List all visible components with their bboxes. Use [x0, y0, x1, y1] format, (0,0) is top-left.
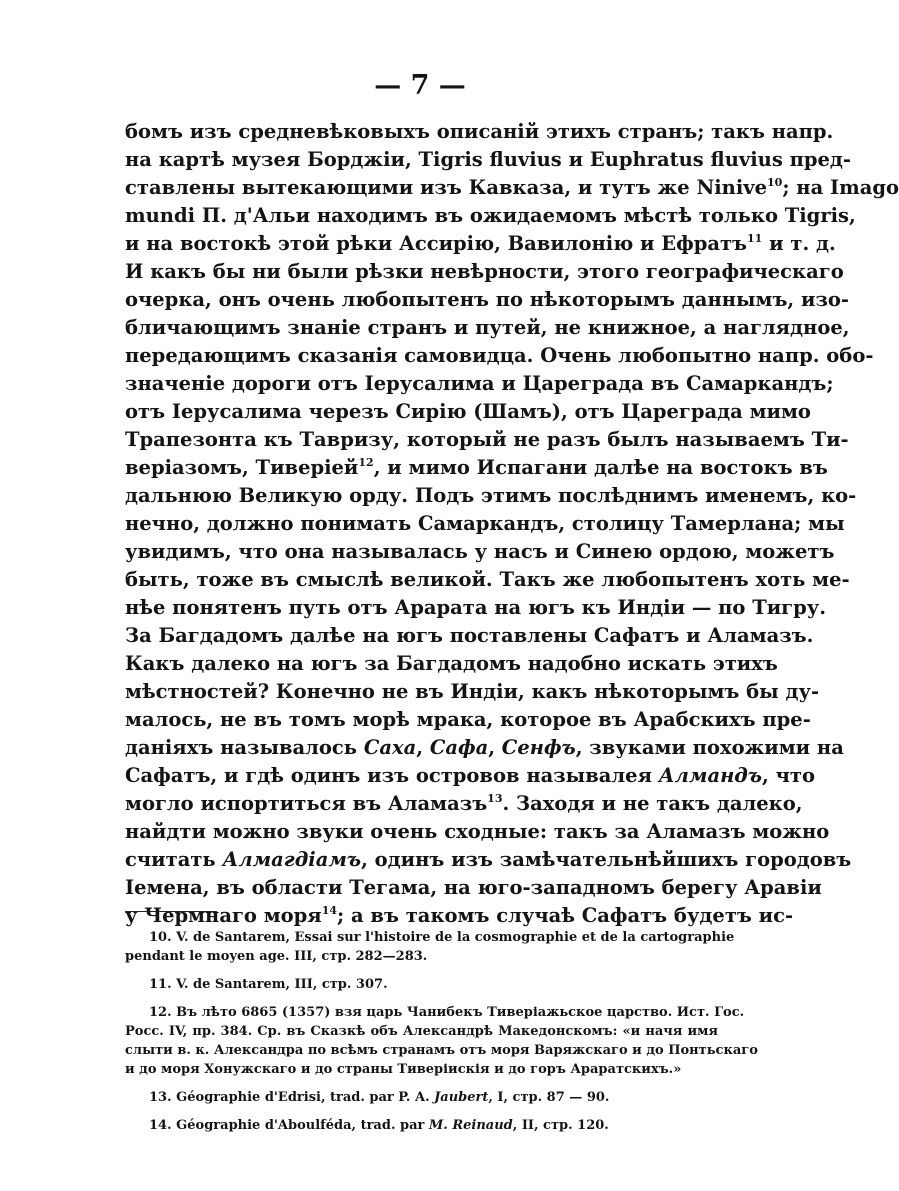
text-line: даніяхъ называлось Саха, Сафа, Сенфъ, звуками похожими на — [125, 736, 844, 759]
footnote-rule — [125, 911, 217, 912]
text-line: бомъ изъ средневѣковыхъ описаній этихъ странъ; такъ напр. — [125, 120, 834, 143]
text-line: очерка, онъ очень любопытенъ по нѣкоторымъ даннымъ, изо- — [125, 288, 850, 311]
italic-word: Алмагдіамъ — [222, 848, 362, 871]
text-line: нечно, должно понимать Самаркандъ, столицу Тамерлана; мы — [125, 512, 845, 535]
text-line: значеніе дороги отъ Іерусалима и Цареграда въ Самаркандъ; — [125, 372, 834, 395]
text-line: считать Алмагдіамъ, одинъ изъ замѣчательнѣйшихъ городовъ — [125, 848, 852, 871]
footnote-number: 12. — [149, 1005, 172, 1020]
italic-word: Сафа — [429, 736, 489, 759]
text-line: бличающимъ знаніе странъ и путей, не книжное, а наглядное, — [125, 316, 850, 339]
footnote-13: 13. Géographie d'Edrisi, trad. par P. A. Jaubert, I, стр. 87 — 90. — [149, 1090, 610, 1105]
footnote-ref: 13 — [487, 792, 503, 805]
footnote-ref: 10 — [767, 176, 783, 189]
footnote-10: 10. V. de Santarem, Essai sur l'histoire de la cosmographie et de la cartographie pendant le moyen age. III, стр. 282—283. — [125, 930, 735, 964]
text-line: отъ Іерусалима черезъ Сирію (Шамъ), отъ Цареграда мимо — [125, 400, 811, 423]
text-line: на картѣ музея Борджіи, Tigris fluvius и Euphratus fluvius пред- — [125, 148, 851, 171]
text-line: передающимъ сказанія самовидца. Очень любопытно напр. обо- — [125, 344, 874, 367]
text-line: нѣе понятенъ путь отъ Арарата на югъ къ Индіи — по Тигру. — [125, 596, 827, 619]
text-line: мѣстностей? Конечно не въ Индіи, какъ нѣкоторымъ бы ду- — [125, 680, 820, 703]
footnote-ref: 11 — [747, 232, 763, 245]
body-text — [125, 118, 899, 930]
footnote-number: 14. — [149, 1118, 172, 1133]
text-line: Трапезонта къ Тавризу, который не разъ былъ называемъ Ти- — [125, 428, 849, 451]
footnote-number: 11. — [149, 977, 172, 992]
text-line: веріазомъ, Тиверіей$^{12}$, и мимо Испагани далѣе на востокъ въ — [125, 456, 828, 479]
italic-word: Алмандъ — [658, 764, 763, 787]
footnote-11: 11. V. de Santarem, III, стр. 307. — [149, 977, 388, 992]
text-line: у Чермнаго моря$^{14}$; а въ такомъ случаѣ Сафатъ будетъ ис- — [125, 904, 794, 927]
text-line: и на востокѣ этой рѣки Ассирію, Вавилонію и Ефратъ$^{11}$ и т. д. — [125, 232, 836, 255]
page-number: — 7 — — [374, 70, 466, 101]
text-line: увидимъ, что она называлась у насъ и Синею ордою, можетъ — [125, 540, 835, 563]
footnote-12: 12. Въ лѣто 6865 (1357) взя царь Чанибекъ Тиверіажьское царство. Ист. Гос. Росс. IV, пр. 384. Ср. въ Сказкѣ объ Александрѣ Македонскомъ: «и начя имя слыти в. к. Александра по всѣмъ странамъ отъ моря Варяжскаго и до Понтьскаго и до моря Хонужскаго и до страны Тиверіискія и до горъ Араратскихъ.» — [125, 1005, 758, 1077]
text-line: найдти можно звуки очень сходные: такъ за Аламазъ можно — [125, 820, 830, 843]
italic-word: Сенфъ — [501, 736, 576, 759]
text-line: малось, не въ томъ морѣ мрака, которое въ Арабскихъ пре- — [125, 708, 811, 731]
footnote-ref: 14 — [321, 904, 338, 917]
text-line: ставлены вытекающими изъ Кавказа, и тутъ же Ninive$^{10}$; на Imago — [125, 176, 899, 199]
text-line: Сафатъ, и гдѣ одинъ изъ островов называлея Алмандъ, что — [125, 764, 815, 787]
footnotes — [125, 928, 758, 1144]
text-line: быть, тоже въ смыслѣ великой. Такъ же любопытенъ хоть ме- — [125, 568, 850, 591]
text-line: дальнюю Великую орду. Подъ этимъ послѣднимъ именемъ, ко- — [125, 484, 857, 507]
text-line: За Багдадомъ далѣе на югъ поставлены Сафатъ и Аламазъ. — [125, 624, 814, 647]
footnote-number: 13. — [149, 1090, 172, 1105]
text-line: Іемена, въ области Тегама, на юго-западномъ берегу Аравіи — [125, 876, 822, 899]
text-line: могло испортиться въ Аламазъ$^{13}$. Заходя и не такъ далеко, — [125, 792, 803, 815]
text-line: Какъ далеко на югъ за Багдадомъ надобно искать этихъ — [125, 652, 778, 675]
footnote-ref: 12 — [358, 456, 374, 469]
italic-word: Саха — [363, 736, 417, 759]
text-line: И какъ бы ни были рѣзки невѣрности, этого географическаго — [125, 260, 844, 283]
footnote-14: 14. Géographie d'Aboulféda, trad. par M. Reinaud, II, стр. 120. — [149, 1118, 609, 1133]
footnote-number: 10. — [149, 930, 172, 945]
text-line: mundi П. д'Альи находимъ въ ожидаемомъ мѣстѣ только Tigris, — [125, 204, 856, 227]
